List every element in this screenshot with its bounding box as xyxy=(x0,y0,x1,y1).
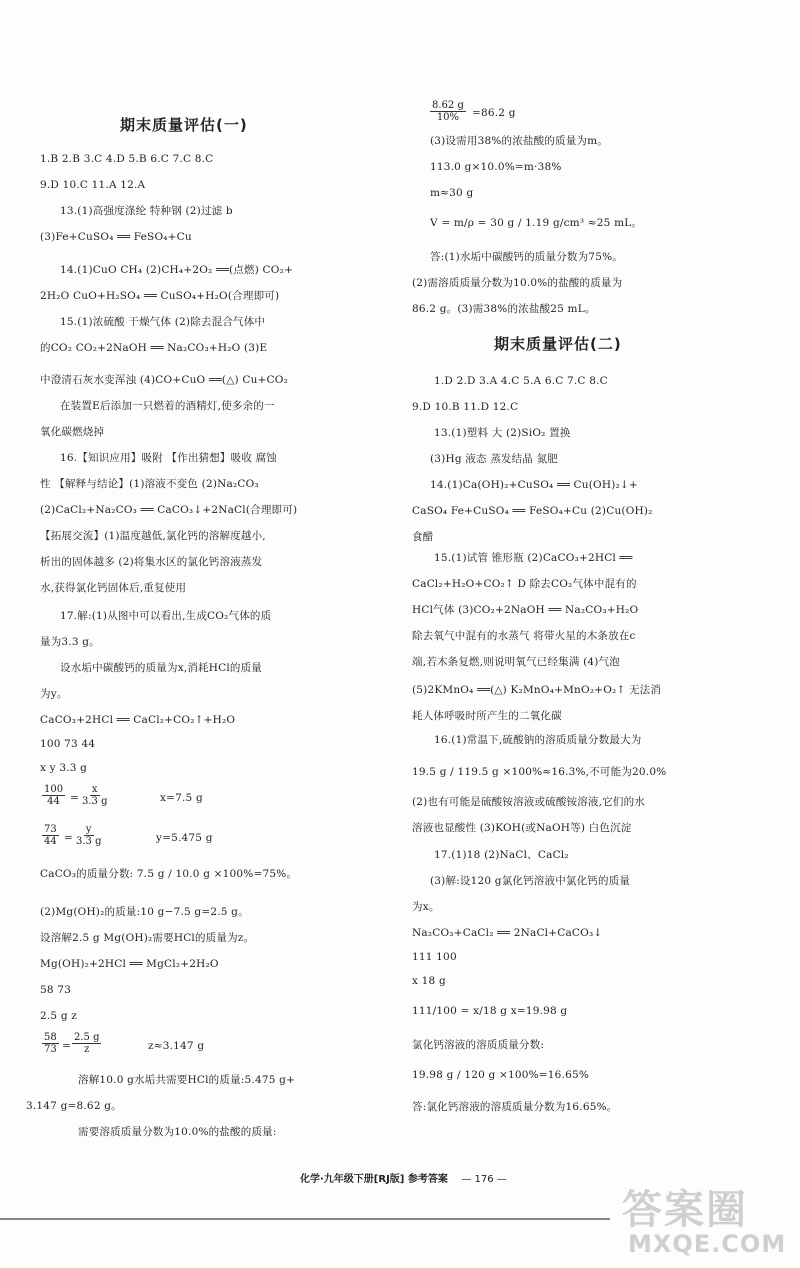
answer-line: CaSO₄ Fe+CuSO₄ ══ FeSO₄+Cu (2)Cu(OH)₂ xyxy=(412,505,653,517)
answer-line: 13.(1)塑料 大 (2)SiO₂ 置换 xyxy=(434,427,571,439)
fraction: $\frac{73}{44}$ xyxy=(44,824,57,847)
answer-line: 需要溶质质量分数为10.0%的盐酸的质量: xyxy=(78,1126,277,1138)
answer-line: 为x。 xyxy=(412,901,440,913)
bottom-rule xyxy=(0,1218,610,1220)
answer-line: 性 【解释与结论】(1)溶液不变色 (2)Na₂CO₃ xyxy=(40,478,259,490)
equation-line: 111 100 xyxy=(412,951,457,963)
answer-line: (2)Mg(OH)₂的质量:10 g−7.5 g=2.5 g。 xyxy=(40,906,249,918)
answer-line: (2)需溶质质量分数为10.0%的盐酸的质量为 xyxy=(412,277,623,289)
answer-line: 的CO₂ CO₂+2NaOH ══ Na₂CO₃+H₂O (3)E xyxy=(40,342,268,354)
answer-line: 9.D 10.B 11.D 12.C xyxy=(412,401,519,413)
answer-line: 量为3.3 g。 xyxy=(40,636,100,648)
answer-line: 设溶解2.5 g Mg(OH)₂需要HCl的质量为z。 xyxy=(40,932,255,944)
equation-line: 58 73 xyxy=(40,984,72,996)
answer-line: 水,获得氯化钙固体后,重复使用 xyxy=(40,582,187,594)
answer-line: CaCl₂+H₂O+CO₂↑ D 除去CO₂气体中混有的 xyxy=(412,578,637,590)
answer-line: V = m/ρ = 30 g / 1.19 g/cm³ ≈25 mL。 xyxy=(430,217,643,229)
answer-line: CaCO₃的质量分数: 7.5 g / 10.0 g ×100%=75%。 xyxy=(40,868,298,880)
answer-line: 19.5 g / 119.5 g ×100%≈16.3%,不可能为20.0% xyxy=(412,766,667,778)
equation-line: 100 73 44 xyxy=(40,738,96,750)
answer-line: 15.(1)浓硫酸 干燥气体 (2)除去混合气体中 xyxy=(60,316,266,328)
answer-line: 19.98 g / 120 g ×100%=16.65% xyxy=(412,1069,590,1081)
answer-line: (3)Fe+CuSO₄ ══ FeSO₄+Cu xyxy=(40,231,192,243)
fraction: $\frac{100}{44}$ xyxy=(44,784,64,807)
result: y=5.475 g xyxy=(156,832,213,844)
answer-line: (3)Hg 液态 蒸发结晶 氮肥 xyxy=(430,453,558,465)
answer-line: 端,若木条复燃,则说明氧气已经集满 (4)气泡 xyxy=(412,656,620,668)
answer-line: HCl气体 (3)CO₂+2NaOH ══ Na₂CO₃+H₂O xyxy=(412,604,639,616)
answer-line: 17.解:(1)从图中可以看出,生成CO₂气体的质 xyxy=(60,610,272,622)
equation-line: x y 3.3 g xyxy=(40,762,88,774)
answer-line: 为y。 xyxy=(40,688,68,700)
answer-line: (3)解:设120 g氯化钙溶液中氯化钙的质量 xyxy=(430,875,631,887)
answer-line: 除去氧气中混有的水蒸气 将带火星的木条放在c xyxy=(412,630,636,642)
answer-line: 15.(1)试管 锥形瓶 (2)CaCO₃+2HCl ══ xyxy=(434,552,633,564)
equation-line: Mg(OH)₂+2HCl ══ MgCl₂+2H₂O xyxy=(40,958,219,970)
section-title-1: 期末质量评估(一) xyxy=(120,116,248,134)
answer-line: 溶液也显酸性 (3)KOH(或NaOH等) 白色沉淀 xyxy=(412,822,632,834)
equation-line: x 18 g xyxy=(412,975,446,987)
equation-line: CaCO₃+2HCl ══ CaCl₂+CO₂↑+H₂O xyxy=(40,714,236,726)
answer-line: 析出的固体越多 (2)将集水区的氯化钙溶液蒸发 xyxy=(40,556,263,568)
answer-line: 在装置E后添加一只燃着的酒精灯,使多余的一 xyxy=(60,400,275,412)
watermark-url: MXQE.COM xyxy=(628,1230,787,1258)
answer-line: 13.(1)高强度涤纶 特种钢 (2)过滤 b xyxy=(60,205,233,217)
answer-line: 3.147 g=8.62 g。 xyxy=(26,1100,122,1112)
page-number: — 176 — xyxy=(461,1174,507,1185)
result: x=7.5 g xyxy=(160,792,203,804)
answer-line: 设水垢中碳酸钙的质量为x,消耗HCl的质量 xyxy=(60,662,263,674)
answer-line: 氧化碳燃烧掉 xyxy=(40,426,105,438)
equation-line: Na₂CO₃+CaCl₂ ══ 2NaCl+CaCO₃↓ xyxy=(412,927,603,939)
footer-text: 化学·九年级下册[RJ版] 参考答案 xyxy=(300,1174,448,1185)
answer-line: 113.0 g×10.0%=m·38% xyxy=(430,161,562,173)
watermark-text: 答案圈 xyxy=(622,1187,748,1233)
fraction: $\frac{8.62 g}{10\%}$ xyxy=(432,100,464,123)
answer-line: 14.(1)CuO CH₄ (2)CH₄+2O₂ ══(点燃) CO₂+ xyxy=(60,264,293,276)
watermark-logo xyxy=(618,1178,798,1268)
result: =86.2 g xyxy=(472,107,516,119)
section-title-2: 期末质量评估(二) xyxy=(494,335,622,353)
answer-line: 1.D 2.D 3.A 4.C 5.A 6.C 7.C 8.C xyxy=(434,375,608,387)
answer-line: (2)也有可能是硫酸铵溶液或硫酸铵溶液,它们的水 xyxy=(412,796,646,808)
answer-line: 16.(1)常温下,硫酸钠的溶质质量分数最大为 xyxy=(434,734,642,746)
answer-line: 溶解10.0 g水垢共需要HCl的质量:5.475 g+ xyxy=(78,1074,296,1086)
fraction: $\frac{2.5 g}{z}$ xyxy=(74,1032,100,1055)
answer-line: 1.B 2.B 3.C 4.D 5.B 6.C 7.C 8.C xyxy=(40,153,214,165)
answer-line: 86.2 g。(3)需38%的浓盐酸25 mL。 xyxy=(412,303,596,315)
answer-line: 14.(1)Ca(OH)₂+CuSO₄ ══ Cu(OH)₂↓+ xyxy=(430,479,638,491)
answer-line: 9.D 10.C 11.A 12.A xyxy=(40,179,146,191)
answer-line: 答:氯化钙溶液的溶质质量分数为16.65%。 xyxy=(412,1101,618,1113)
answer-line: 答:(1)水垢中碳酸钙的质量分数为75%。 xyxy=(430,251,623,263)
answer-line: 17.(1)18 (2)NaCl、CaCl₂ xyxy=(434,849,569,861)
fraction: $\frac{x}{3.3 g}$ xyxy=(82,784,108,807)
result: z≈3.147 g xyxy=(148,1040,205,1052)
answer-line: 食醋 xyxy=(412,531,434,543)
equation-line: 111/100 = x/18 g x=19.98 g xyxy=(412,1005,568,1017)
answer-line: 2H₂O CuO+H₂SO₄ ══ CuSO₄+H₂O(合理即可) xyxy=(40,290,280,302)
answer-line: 中澄清石灰水变浑浊 (4)CO+CuO ══(△) Cu+CO₂ xyxy=(40,374,288,386)
answer-line: 氯化钙溶液的溶质质量分数: xyxy=(412,1039,545,1051)
answer-line: 【拓展交流】(1)温度越低,氯化钙的溶解度越小, xyxy=(40,530,266,542)
equation-line: 2.5 g z xyxy=(40,1010,78,1022)
answer-line: (3)设需用38%的浓盐酸的质量为m。 xyxy=(430,135,608,147)
fraction: $\frac{y}{3.3 g}$ xyxy=(76,824,102,847)
answer-line: (5)2KMnO₄ ══(△) K₂MnO₄+MnO₂+O₂↑ 无法消 xyxy=(412,684,662,696)
answer-line: 耗人体呼吸时所产生的二氧化碳 xyxy=(412,710,562,722)
fraction: $\frac{58}{73}$ xyxy=(44,1032,57,1055)
answer-line: 16.【知识应用】吸附 【作出猜想】吸收 腐蚀 xyxy=(60,452,277,464)
page-footer xyxy=(300,1170,507,1185)
answer-line: m≈30 g xyxy=(430,187,474,199)
answer-line: (2)CaCl₂+Na₂CO₃ ══ CaCO₃↓+2NaCl(合理即可) xyxy=(40,504,298,516)
